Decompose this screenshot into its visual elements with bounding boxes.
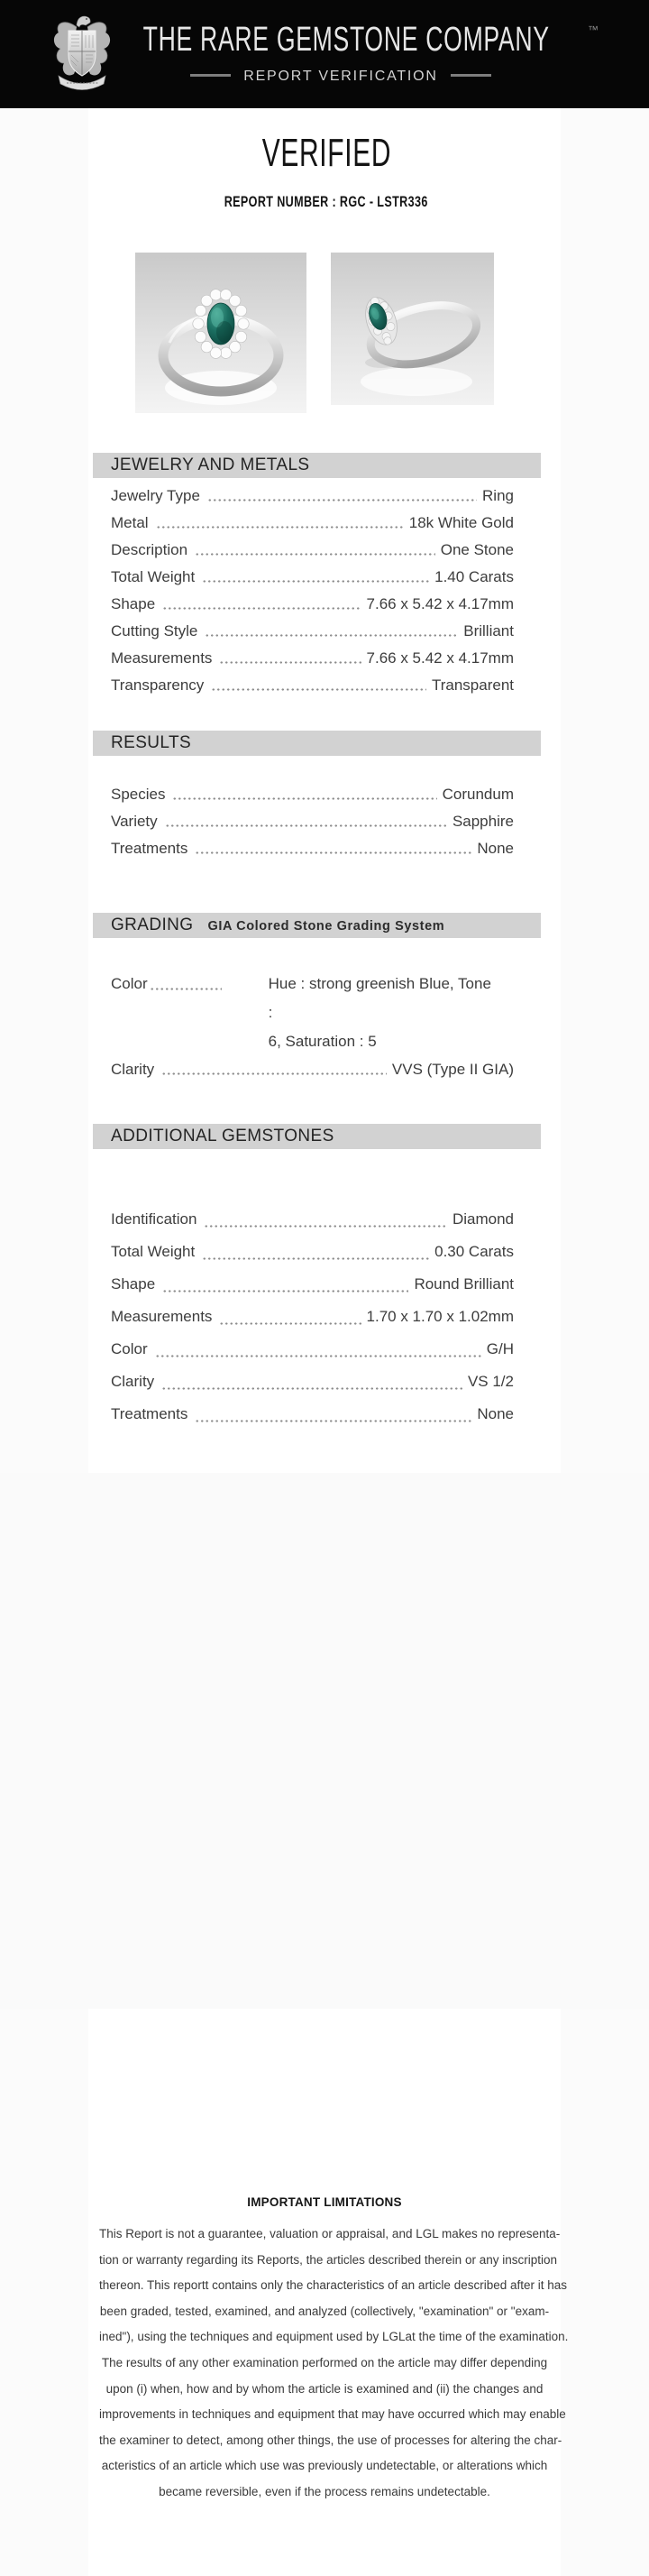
dotted-leader xyxy=(161,1072,387,1076)
color-value-line-2: 6, Saturation : 5 xyxy=(268,1033,377,1050)
spec-value: One Stone xyxy=(440,541,514,558)
background-tone-band xyxy=(0,1473,649,2009)
spec-row xyxy=(111,1236,514,1268)
spec-label: Treatments xyxy=(111,1405,188,1422)
section-jewelry-and-metals xyxy=(93,453,541,699)
dotted-leader xyxy=(202,579,429,584)
spec-label: Metal xyxy=(111,514,149,531)
dotted-leader xyxy=(195,851,471,855)
section-additional-gemstones xyxy=(93,1124,541,1431)
right-dash-rule xyxy=(451,74,491,77)
dotted-leader xyxy=(195,1419,471,1423)
spec-row xyxy=(111,483,514,510)
spec-label: Variety xyxy=(111,813,158,830)
spec-label: Clarity xyxy=(111,1373,155,1390)
spec-row xyxy=(111,672,514,699)
spec-row xyxy=(111,618,514,645)
dotted-leader xyxy=(162,606,361,611)
spec-value: 7.66 x 5.42 x 4.17mm xyxy=(366,649,514,667)
limitations-line: thereon. This reportt contains only the characteristics of an article described after it has xyxy=(99,2278,568,2293)
ring-front-illustration xyxy=(135,253,306,413)
dotted-leader xyxy=(219,660,361,665)
spec-label: Identification xyxy=(111,1210,197,1228)
spec-row xyxy=(111,808,514,835)
spec-label: Color xyxy=(111,1340,148,1357)
section-title: GRADING xyxy=(111,915,194,934)
spec-rows xyxy=(93,483,541,699)
spec-value: 0.30 Carats xyxy=(434,1243,514,1260)
limitations-line: been graded, tested, examined, and analyzed (collectively, "examination" or "exam- xyxy=(99,2304,550,2318)
section-results xyxy=(93,731,541,862)
ring-side-photo xyxy=(331,253,494,405)
spec-value: Ring xyxy=(482,487,514,504)
spec-value: VS 1/2 xyxy=(467,1373,514,1390)
section-title: JEWELRY AND METALS xyxy=(111,455,310,474)
spec-value: 1.70 x 1.70 x 1.02mm xyxy=(366,1308,514,1325)
spec-value: None xyxy=(477,840,514,857)
section-title: RESULTS xyxy=(111,733,192,752)
spec-value: VVS (Type II GIA) xyxy=(391,1061,514,1078)
spec-value: G/H xyxy=(486,1340,514,1357)
spec-row xyxy=(111,835,514,862)
spec-label: Jewelry Type xyxy=(111,487,200,504)
spec-row xyxy=(111,564,514,591)
spec-label: Total Weight xyxy=(111,568,196,585)
spec-label: Species xyxy=(111,786,166,803)
spec-label: Color xyxy=(111,975,148,992)
spec-row xyxy=(111,591,514,618)
spec-label: Cutting Style xyxy=(111,622,198,639)
left-dash-rule xyxy=(190,74,231,77)
spec-label: Transparency xyxy=(111,676,205,694)
section-subtitle: GIA Colored Stone Grading System xyxy=(207,919,445,934)
company-name: THE RARE GEMSTONE COMPANY xyxy=(142,21,550,59)
important-limitations xyxy=(99,2195,569,2506)
dotted-leader xyxy=(204,1224,447,1228)
limitations-line: This Report is not a guarantee, valuation or appraisal, and LGL makes no representa- xyxy=(99,2227,561,2240)
report-verification-tagline xyxy=(0,69,649,85)
spec-value: 18k White Gold xyxy=(408,514,514,531)
spec-row xyxy=(111,1366,514,1398)
spec-row xyxy=(111,537,514,564)
dotted-leader xyxy=(195,552,435,557)
spec-row-color xyxy=(111,970,514,1056)
header-banner xyxy=(0,0,649,108)
dotted-leader xyxy=(155,1354,481,1358)
dotted-leader xyxy=(172,796,436,801)
spec-label: Shape xyxy=(111,1275,156,1293)
spec-value: Sapphire xyxy=(452,813,514,830)
spec-rows xyxy=(93,1203,541,1431)
spec-row xyxy=(111,781,514,808)
verified-status-heading: VERIFIED xyxy=(261,131,391,175)
dotted-leader xyxy=(161,1386,462,1391)
dotted-leader xyxy=(202,1256,429,1261)
dotted-leader xyxy=(205,633,458,638)
limitations-line: ined"), using the techniques and equipment used by LGLat the time of the examination. xyxy=(99,2330,569,2344)
spec-value: Transparent xyxy=(431,676,514,694)
spec-value: Round Brilliant xyxy=(414,1275,514,1293)
spec-row xyxy=(111,1268,514,1301)
spec-rows xyxy=(93,781,541,862)
spec-value: 1.40 Carats xyxy=(434,568,514,585)
dotted-leader xyxy=(162,1289,408,1293)
dotted-leader xyxy=(156,525,404,529)
dotted-leader xyxy=(207,498,477,502)
section-header-bar xyxy=(93,1124,541,1149)
limitations-line: improvements in techniques and equipment that may have occurred which may enable xyxy=(99,2407,566,2422)
tagline-text: REPORT VERIFICATION xyxy=(243,69,438,84)
spec-rows xyxy=(93,970,541,1083)
color-value-line-1: Hue : strong greenish Blue, Tone : xyxy=(268,975,491,1021)
limitations-line: upon (i) when, how and by whom the article is examined and (ii) the changes and xyxy=(105,2381,544,2396)
spec-row xyxy=(111,1333,514,1366)
dotted-leader xyxy=(219,1321,361,1326)
spec-value: None xyxy=(477,1405,514,1422)
spec-value: Brilliant xyxy=(463,622,514,639)
section-header-bar xyxy=(93,731,541,756)
limitations-title: IMPORTANT LIMITATIONS xyxy=(247,2195,402,2209)
spec-row xyxy=(111,510,514,537)
spec-value: Diamond xyxy=(452,1210,514,1228)
spec-label: Clarity xyxy=(111,1061,155,1078)
spec-row xyxy=(111,1398,514,1431)
limitations-line: the examiner to detect, among other things, the use of processes for altering the char- xyxy=(99,2433,562,2447)
dotted-leader xyxy=(165,823,447,828)
trademark-symbol: ™ xyxy=(588,23,599,36)
ring-front-photo xyxy=(135,253,306,413)
spec-label: Description xyxy=(111,541,188,558)
brand-line xyxy=(0,20,649,60)
spec-value xyxy=(269,970,498,1056)
section-header-bar xyxy=(93,453,541,478)
spec-row xyxy=(111,645,514,672)
spec-value: 7.66 x 5.42 x 4.17mm xyxy=(366,595,514,612)
spec-label: Treatments xyxy=(111,840,188,857)
report-number: REPORT NUMBER : RGC - LSTR336 xyxy=(224,193,428,210)
dotted-leader xyxy=(150,987,222,991)
limitations-line: The results of any other examination performed on the article may differ depending xyxy=(101,2355,548,2369)
limitations-line: acteristics of an article which use was previously undetectable, or alterations which xyxy=(101,2459,548,2473)
spec-row xyxy=(111,1203,514,1236)
spec-label: Shape xyxy=(111,595,156,612)
spec-value: Corundum xyxy=(442,786,514,803)
section-title: ADDITIONAL GEMSTONES xyxy=(111,1127,334,1145)
spec-label: Measurements xyxy=(111,649,213,667)
section-grading xyxy=(93,913,541,1083)
limitations-line: tion or warranty regarding its Reports, the articles described therein or any inscription xyxy=(99,2252,557,2267)
spec-row xyxy=(111,1056,514,1083)
section-header-bar xyxy=(93,913,541,938)
ring-side-illustration xyxy=(331,253,494,405)
spec-label: Measurements xyxy=(111,1308,213,1325)
spec-row xyxy=(111,1301,514,1333)
limitations-line: became reversible, even if the process remains undetectable. xyxy=(159,2484,490,2498)
dotted-leader xyxy=(211,687,426,692)
spec-label: Total Weight xyxy=(111,1243,196,1260)
